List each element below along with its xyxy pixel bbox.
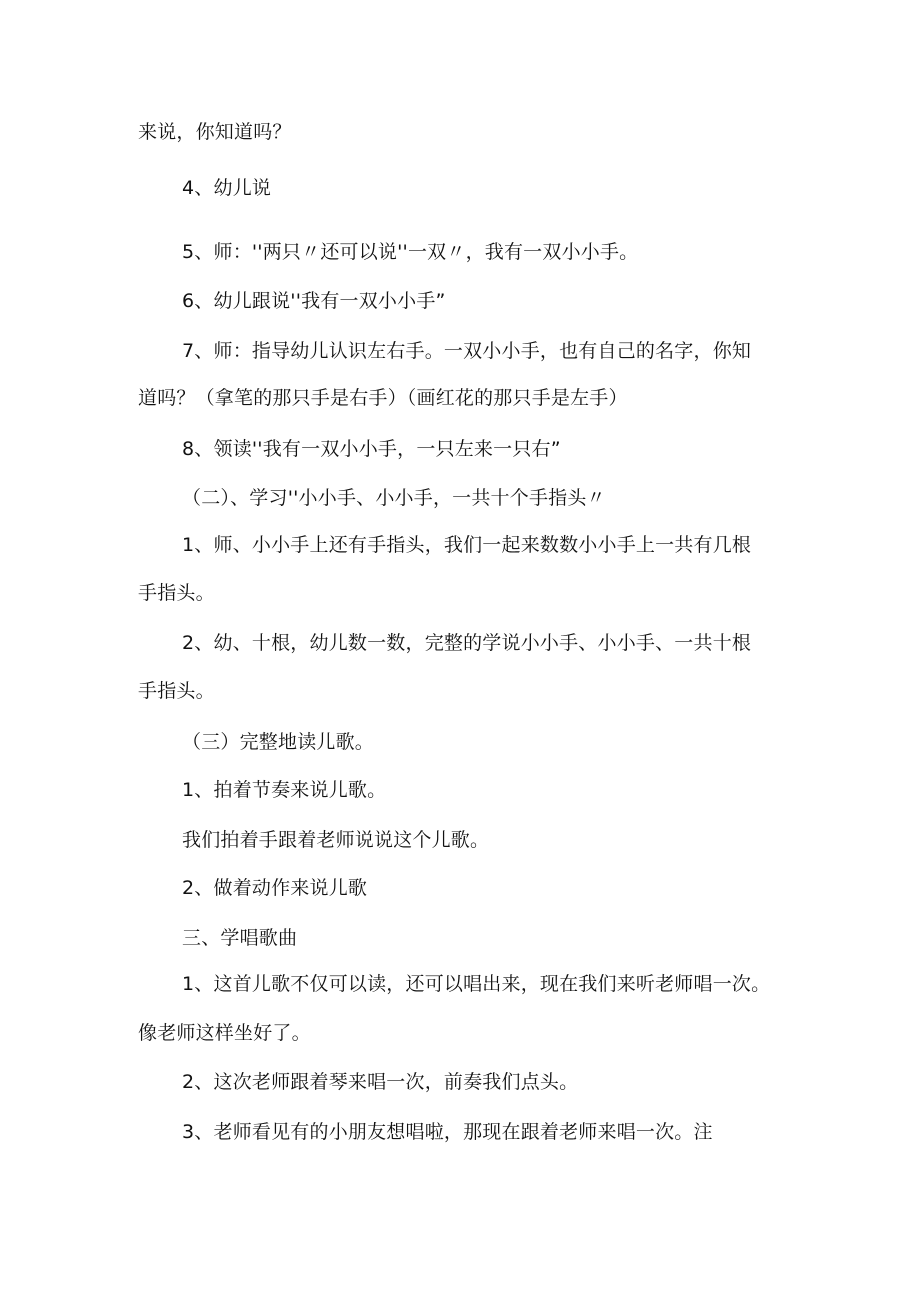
text-line: 像老师这样坐好了。	[138, 1022, 311, 1044]
section-heading: （二）、学习''小小手、小小手，一共十个手指头〃	[182, 487, 606, 509]
text-line: 3、老师看见有的小朋友想唱啦，那现在跟着老师来唱一次。注	[182, 1121, 713, 1143]
text-line: 2、做着动作来说儿歌	[182, 877, 368, 899]
text-line: 1、师、小小手上还有手指头，我们一起来数数小小手上一共有几根	[182, 534, 752, 556]
text-line: 1、这首儿歌不仅可以读，还可以唱出来，现在我们来听老师唱一次。	[182, 973, 771, 995]
text-line: 我们拍着手跟着老师说说这个儿歌。	[182, 829, 490, 851]
text-line: 8、领读''我有一双小小手，一只左来一只右”	[182, 438, 561, 460]
text-line: 4、幼儿说	[182, 177, 272, 199]
section-heading: （三）完整地读儿歌。	[182, 731, 375, 753]
text-line: 手指头。	[138, 582, 215, 604]
text-line: 1、拍着节奏来说儿歌。	[182, 779, 387, 801]
text-line: 道吗？（拿笔的那只手是右手）（画红花的那只手是左手）	[138, 387, 628, 409]
text-line: 7、师：指导幼儿认识左右手。一双小小手，也有自己的名字，你知	[182, 340, 752, 362]
text-line: 6、幼儿跟说''我有一双小小手”	[182, 290, 446, 312]
text-line: 2、幼、十根，幼儿数一数，完整的学说小小手、小小手、一共十根	[182, 632, 752, 654]
section-heading: 三、学唱歌曲	[182, 927, 298, 949]
text-line: 来说，你知道吗？	[138, 121, 292, 143]
text-line: 2、这次老师跟着琴来唱一次，前奏我们点头。	[182, 1071, 579, 1093]
text-line: 5、师：''两只〃还可以说''一双〃，我有一双小小手。	[182, 241, 639, 263]
text-line: 手指头。	[138, 680, 215, 702]
